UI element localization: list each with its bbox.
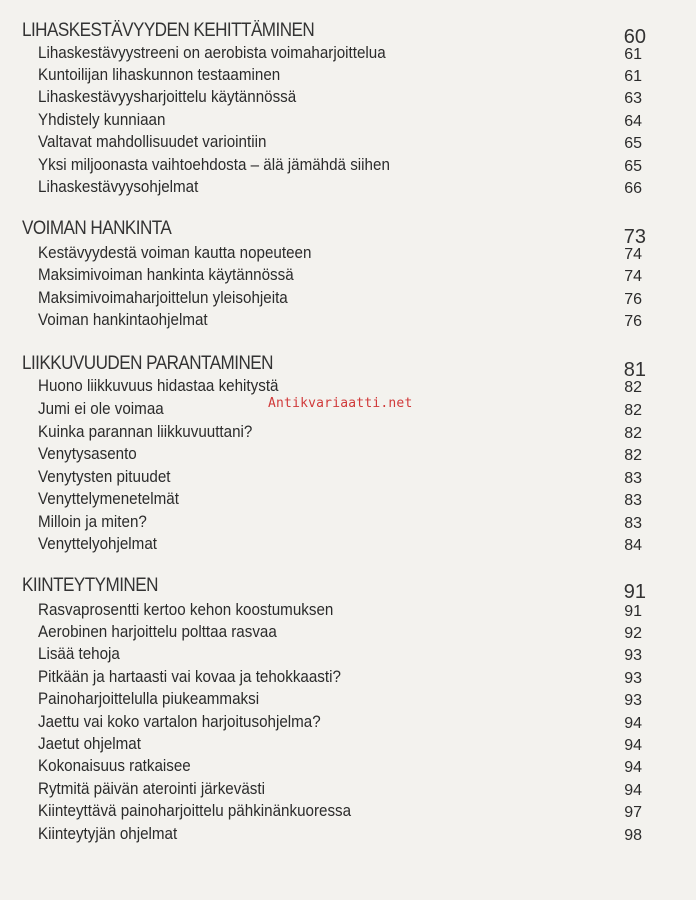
toc-entry-page: 83 <box>624 515 642 532</box>
toc-entry-title: Lihaskestävyysohjelmat <box>38 178 199 196</box>
toc-entry-page: 61 <box>624 46 642 63</box>
toc-entry-title: Milloin ja miten? <box>38 513 147 531</box>
toc-entry-title: Venytysasento <box>38 445 137 463</box>
toc-entry <box>38 133 642 155</box>
toc-entry-page: 84 <box>624 537 642 554</box>
section-heading-page: 91 <box>623 581 646 603</box>
toc-entry-title: Kiinteytyjän ohjelmat <box>38 825 178 843</box>
toc-entry-page: 74 <box>624 246 642 263</box>
toc-entry-title: Kuinka parannan liikkuvuuttani? <box>38 423 253 441</box>
toc-entry-page: 64 <box>624 113 642 130</box>
toc-entry-title: Huono liikkuvuus hidastaa kehitystä <box>38 377 279 395</box>
toc-entry-page: 82 <box>624 402 642 419</box>
toc-entry-title: Yksi miljoonasta vaihtoehdosta – älä jämähdä siihen <box>38 156 390 174</box>
toc-entry-title: Kokonaisuus ratkaisee <box>38 757 191 775</box>
toc-entry <box>38 713 642 735</box>
toc-entry-page: 82 <box>624 425 642 442</box>
section-heading: LIIKKUVUUDEN PARANTAMINEN <box>22 353 273 374</box>
toc-entry-page: 94 <box>624 737 642 754</box>
section-heading-page: 81 <box>623 359 646 381</box>
toc-entry-page: 82 <box>624 379 642 396</box>
toc-entry <box>38 757 642 779</box>
toc-entry-title: Rasvaprosentti kertoo kehon koostumuksen <box>38 601 334 619</box>
toc-entry-title: Maksimivoiman hankinta käytännössä <box>38 266 294 284</box>
toc-entry-title: Aerobinen harjoittelu polttaa rasvaa <box>38 623 277 641</box>
toc-entry-page: 93 <box>624 692 642 709</box>
toc-entry <box>38 735 642 757</box>
toc-entry <box>38 88 642 110</box>
section-heading: KIINTEYTYMINEN <box>22 575 158 596</box>
section-heading-page: 60 <box>623 26 646 48</box>
toc-entry-title: Lihaskestävyystreeni on aerobista voimaharjoittelua <box>38 44 386 62</box>
toc-entry <box>38 468 642 490</box>
toc-entry-page: 93 <box>624 647 642 664</box>
toc-entry <box>38 802 642 824</box>
toc-entry <box>38 645 642 667</box>
toc-entry <box>38 535 642 557</box>
toc-entry-title: Jumi ei ole voimaa <box>38 400 164 418</box>
toc-entry-title: Kuntoilijan lihaskunnon testaaminen <box>38 66 281 84</box>
toc-entry-page: 94 <box>624 782 642 799</box>
section-heading: LIHASKESTÄVYYDEN KEHITTÄMINEN <box>22 20 315 41</box>
toc-entry-title: Lihaskestävyysharjoittelu käytännössä <box>38 88 297 106</box>
section-heading-page: 73 <box>623 226 646 248</box>
toc-entry-page: 91 <box>624 603 642 620</box>
toc-entry-title: Jaettu vai koko vartalon harjoitusohjelma? <box>38 713 321 731</box>
toc-entry-page: 98 <box>624 827 642 844</box>
toc-entry-title: Pitkään ja hartaasti vai kovaa ja tehokkaasti? <box>38 668 341 686</box>
toc-entry <box>38 690 642 712</box>
toc-entry-title: Valtavat mahdollisuudet variointiin <box>38 133 267 151</box>
toc-entry <box>38 623 642 645</box>
toc-entry <box>38 111 642 133</box>
toc-entry-title: Venyttelymenetelmät <box>38 490 179 508</box>
toc-entry-page: 83 <box>624 492 642 509</box>
toc-entry-title: Jaetut ohjelmat <box>38 735 141 753</box>
toc-entry <box>38 44 642 66</box>
toc-entry <box>38 601 642 623</box>
toc-entry <box>38 825 642 847</box>
toc-entry <box>38 445 642 467</box>
toc-entry-title: Kiinteyttävä painoharjoittelu pähkinänkuoressa <box>38 802 352 820</box>
toc-entry-page: 76 <box>624 291 642 308</box>
toc-entry-title: Maksimivoimaharjoittelun yleisohjeita <box>38 289 288 307</box>
toc-entry <box>38 668 642 690</box>
toc-entry <box>38 513 642 535</box>
toc-entry <box>38 423 642 445</box>
toc-entry <box>38 289 642 311</box>
toc-entry-page: 94 <box>624 715 642 732</box>
toc-entry-page: 83 <box>624 470 642 487</box>
toc-entry-title: Lisää tehoja <box>38 645 120 663</box>
toc-entry-page: 97 <box>624 804 642 821</box>
toc-entry-page: 65 <box>624 135 642 152</box>
toc-entry-page: 66 <box>624 180 642 197</box>
toc-entry-title: Voiman hankintaohjelmat <box>38 311 208 329</box>
toc-entry-page: 74 <box>624 268 642 285</box>
toc-entry-title: Venytysten pituudet <box>38 468 171 486</box>
toc-entry <box>38 178 642 200</box>
toc-entry-page: 65 <box>624 158 642 175</box>
toc-entry-page: 92 <box>624 625 642 642</box>
toc-entry-title: Venyttelyohjelmat <box>38 535 157 553</box>
watermark-text: Antikvariaatti.net <box>268 396 413 411</box>
toc-entry <box>38 780 642 802</box>
toc-entry <box>38 156 642 178</box>
toc-entry-page: 63 <box>624 90 642 107</box>
section-heading: VOIMAN HANKINTA <box>22 218 172 239</box>
toc-entry <box>38 66 642 88</box>
toc-entry-title: Rytmitä päivän aterointi järkevästi <box>38 780 265 798</box>
toc-entry-title: Kestävyydestä voiman kautta nopeuteen <box>38 244 312 262</box>
toc-entry-page: 93 <box>624 670 642 687</box>
toc-entry-page: 94 <box>624 759 642 776</box>
toc-entry-page: 61 <box>624 68 642 85</box>
toc-entry-page: 82 <box>624 447 642 464</box>
toc-entry <box>38 311 642 333</box>
toc-entry-page: 76 <box>624 313 642 330</box>
toc-entry-title: Painoharjoittelulla piukeammaksi <box>38 690 260 708</box>
toc-entry <box>38 244 642 266</box>
toc-entry <box>38 490 642 512</box>
toc-entry <box>38 266 642 288</box>
toc-entry-title: Yhdistely kunniaan <box>38 111 166 129</box>
